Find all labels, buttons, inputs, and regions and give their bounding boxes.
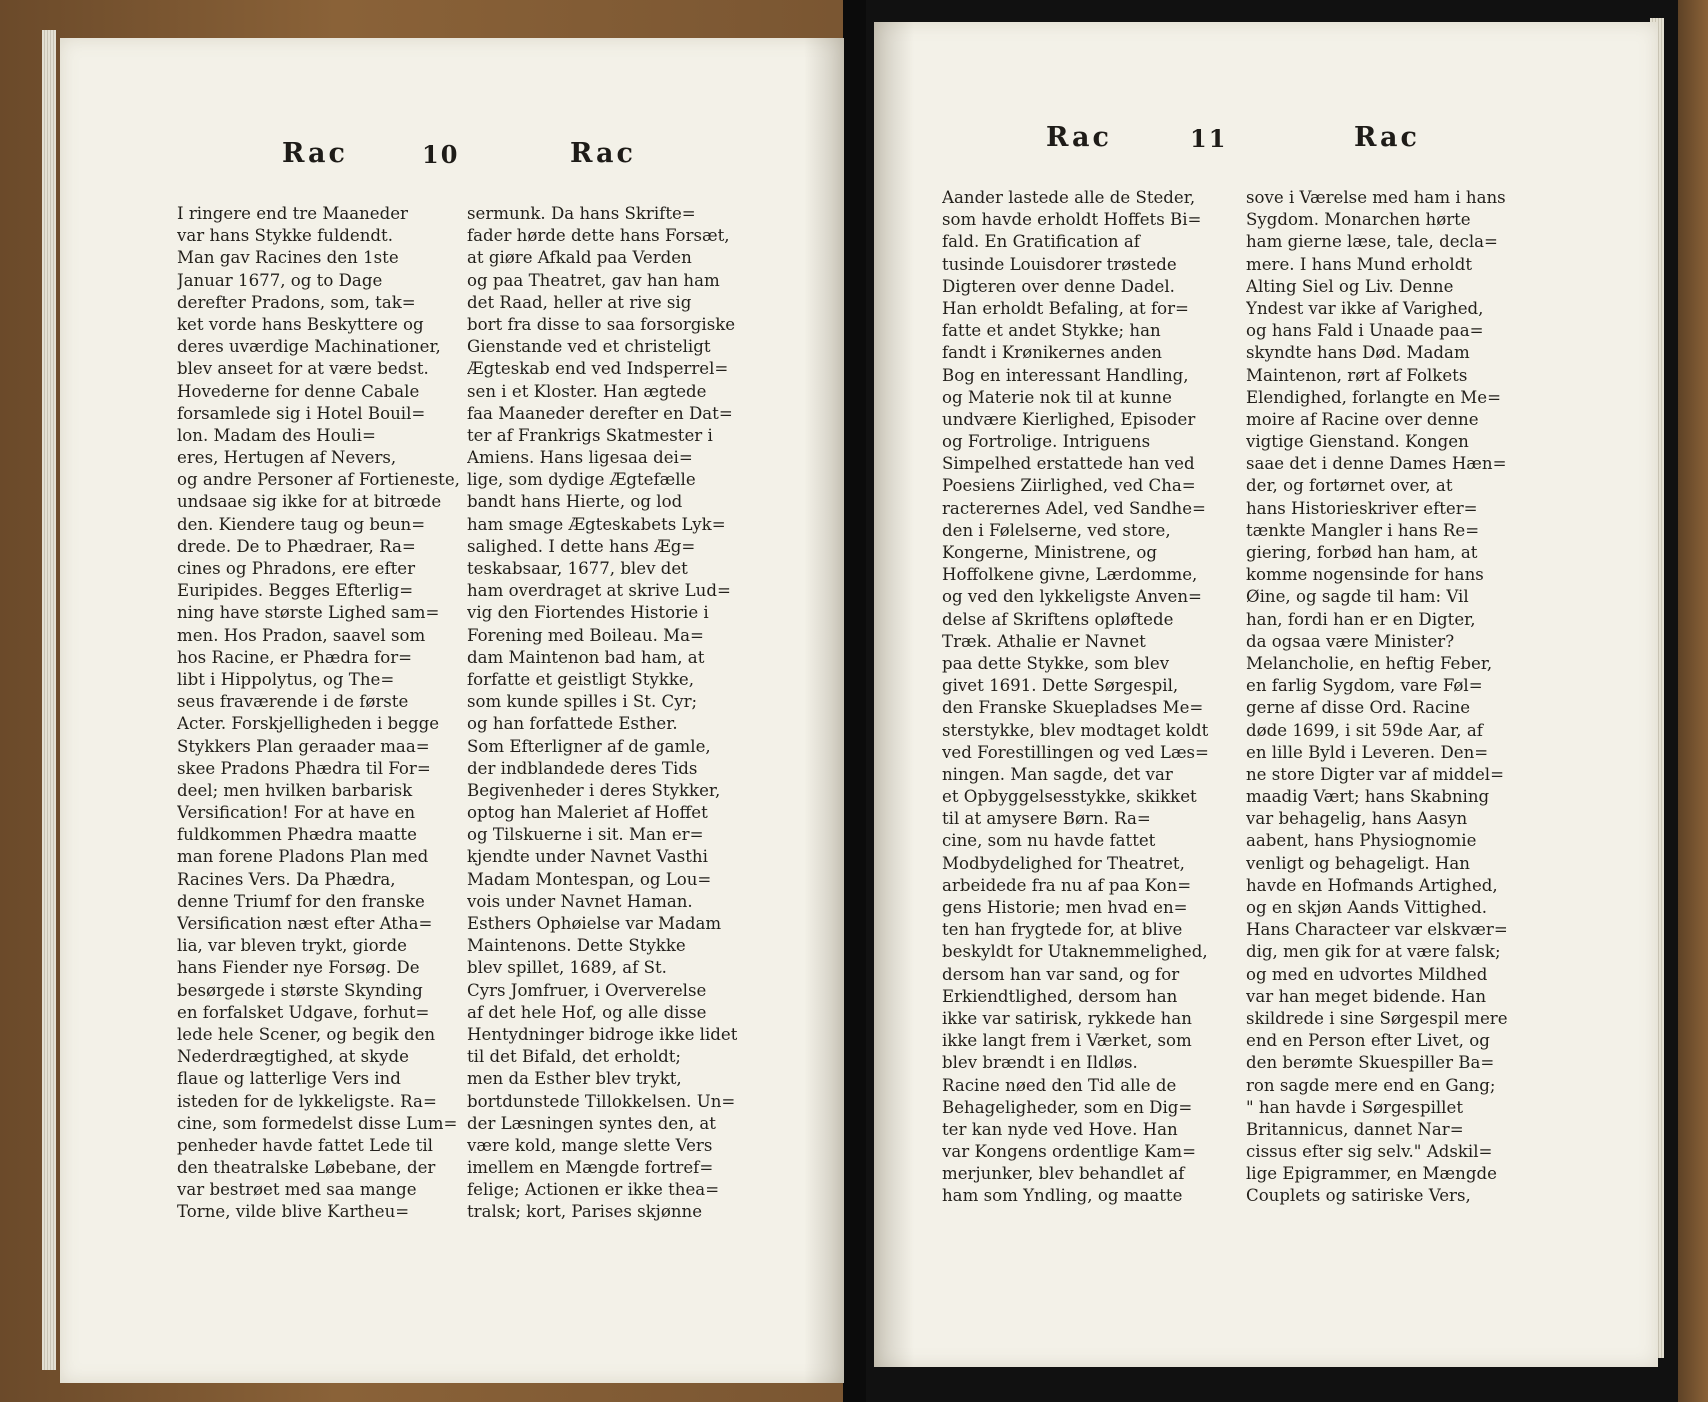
text-line: det Raad, heller at rive sig [467,292,692,312]
text-line: paa dette Stykke, som blev [942,653,1170,673]
text-line: ham overdraget at skrive Lud= [467,581,731,601]
text-line: end en Person efter Livet, og [1246,1031,1490,1051]
text-line: Ægteskab end ved Indsperrel= [467,359,729,379]
page-left [60,38,844,1383]
text-line: dig, men gik for at være falsk; [1246,942,1501,962]
binding-leather-edge [1678,0,1708,1402]
text-line: være kold, mange slette Vers [467,1135,713,1155]
text-line: aabent, hans Physiognomie [1246,831,1477,851]
text-line: gerne af disse Ord. Racine [1246,698,1471,718]
text-line: isteden for de lykkeligste. Ra= [177,1091,437,1111]
text-line: giering, forbød han ham, at [1246,543,1478,562]
text-line: I ringere end tre Maaneder [177,204,408,223]
page-header [874,122,1658,162]
text-line: Forening med Boileau. Ma= [467,625,704,645]
text-line: var bestrøet med saa mange [177,1180,417,1200]
text-line: Poesiens Ziirlighed, ved Cha= [942,476,1196,496]
text-column-2 [1246,187,1508,1208]
text-line: kjendte under Navnet Vasthi [467,847,708,867]
text-line: Nederdrægtighed, at skyde [177,1047,409,1067]
text-line: deres uværdige Machinationer, [177,337,441,357]
text-line: sermunk. Da hans Skrifte= [467,204,696,223]
text-line: Begivenheder i deres Stykker, [467,780,721,800]
text-line: at giøre Afkald paa Verden [467,248,692,268]
text-line: som havde erholdt Hoffets Bi= [942,210,1202,230]
text-line: ikke langt frem i Værket, som [942,1031,1192,1051]
text-line: et Opbyggelsesstykke, skikket [942,787,1197,807]
text-line: vois under Navnet Haman. [467,891,693,911]
text-line: fatte et andet Stykke; han [942,321,1161,341]
text-line: Øine, og sagde til ham: Vil [1246,587,1469,607]
text-line: tralsk; kort, Parises skjønne [467,1202,703,1222]
text-line: fader hørde dette hans Forsæt, [467,226,730,246]
text-line: dam Maintenon bad ham, at [467,647,705,667]
text-line: blev brændt i en Ildløs. [942,1053,1138,1073]
text-line: fald. En Gratification af [942,232,1140,252]
text-line: Behageligheder, som en Dig= [942,1097,1193,1117]
text-line: lon. Madam des Houli= [177,425,376,445]
text-line: Acter. Forskjelligheden i begge [177,714,440,734]
page-number: 10 [422,140,460,169]
running-head-left: Rac [282,138,348,169]
page-right [874,22,1658,1367]
text-column-1 [177,203,460,1224]
text-line: ter kan nyde ved Hove. Han [942,1119,1178,1139]
text-line: Cyrs Jomfruer, i Oververelse [467,980,707,1000]
text-line: men da Esther blev trykt, [467,1069,682,1089]
text-line: lede hele Scener, og begik den [177,1024,436,1044]
text-line: en forfalsket Udgave, forhut= [177,1002,430,1022]
text-line: og andre Personer af Fortieneste, [177,470,460,490]
text-line: Britannicus, dannet Nar= [1246,1119,1464,1139]
gutter-shadow [804,38,844,1383]
text-line: ten han frygtede for, at blive [942,920,1183,940]
text-column-1 [942,187,1209,1208]
text-line: blev anseet for at være bedst. [177,359,429,379]
text-line: bandt hans Hierte, og lod [467,492,683,512]
text-line: man forene Pladons Plan med [177,847,429,867]
text-line: hans Fiender nye Forsøg. De [177,958,420,978]
text-line: tusinde Louisdorer trøstede [942,254,1177,274]
text-line: venligt og behageligt. Han [1246,853,1470,873]
text-line: Elendighed, forlangte en Me= [1246,387,1501,407]
text-line: ham gierne læse, tale, decla= [1246,232,1498,252]
text-line: vig den Fiortendes Historie i [467,603,709,623]
text-line: og Materie nok til at kunne [942,387,1172,407]
text-line: Hovederne for denne Cabale [177,381,420,401]
text-line: maadig Vært; hans Skabning [1246,787,1490,807]
text-line: og Fortrolige. Intriguens [942,432,1151,452]
text-line: og han forfattede Esther. [467,714,678,734]
text-line: en farlig Sygdom, vare Føl= [1246,676,1483,696]
text-line: felige; Actionen er ikke thea= [467,1180,720,1200]
text-line: skee Pradons Phædra til For= [177,758,431,778]
text-line: han, fordi han er en Digter, [1246,609,1476,629]
text-line: Man gav Racines den 1ste [177,248,399,268]
text-line: Som Efterligner af de gamle, [467,736,711,756]
text-line: ron sagde mere end en Gang; [1246,1075,1496,1095]
text-line: fuldkommen Phædra maatte [177,825,417,845]
text-line: Yndest var ikke af Varighed, [1246,298,1484,318]
text-line: vigtige Gienstand. Kongen [1246,432,1469,452]
text-line: gens Historie; men hvad en= [942,898,1188,917]
text-line: den. Kiendere taug og beun= [177,514,426,534]
text-line: men. Hos Pradon, saavel som [177,625,426,645]
text-line: sove i Værelse med ham i hans [1246,188,1506,207]
text-line: hans Historieskriver efter= [1246,498,1478,518]
text-line: den i Følelserne, ved store, [942,520,1171,540]
text-line: bort fra disse to saa forsorgiske [467,314,736,334]
text-line: racterernes Adel, ved Sandhe= [942,498,1206,518]
text-line: optog han Maleriet af Hoffet [467,803,708,823]
text-line: skyndte hans Død. Madam [1246,343,1470,363]
text-line: cines og Phradons, ere efter [177,559,416,578]
text-line: teskabsaar, 1677, blev det [467,559,688,578]
text-line: der, og fortørnet over, at [1246,476,1453,496]
text-line: og ved den lykkeligste Anven= [942,587,1202,607]
text-line: Versification! For at have en [177,803,416,823]
text-line: Simpelhed erstattede han ved [942,454,1195,474]
text-line: delse af Skriftens opløftede [942,609,1174,629]
text-line: tænkte Mangler i hans Re= [1246,520,1480,540]
text-line: var Kongens ordentlige Kam= [942,1142,1197,1162]
text-line: moire af Racine over denne [1246,409,1479,429]
text-line: Amiens. Hans ligesaa dei= [467,448,693,468]
text-line: som kunde spilles i St. Cyr; [467,692,698,712]
text-line: seus fraværende i de første [177,692,409,712]
gutter-shadow [874,22,914,1367]
text-line: faa Maaneder derefter en Dat= [467,403,733,423]
text-line: Januar 1677, og to Dage [177,270,383,290]
text-line: var behagelig, hans Aasyn [1246,809,1468,829]
text-line: ham som Yndling, og maatte [942,1186,1183,1206]
text-line: eres, Hertugen af Nevers, [177,448,397,468]
running-head-right: Rac [1354,122,1420,153]
text-line: cine, som formedelst disse Lum= [177,1113,458,1133]
text-line: arbeidede fra nu af paa Kon= [942,875,1192,895]
text-line: undsaae sig ikke for at bitrœde [177,492,442,512]
text-line: Træk. Athalie er Navnet [942,631,1146,651]
text-line: Maintenons. Dette Stykke [467,936,686,956]
text-line: der Læsningen syntes den, at [467,1113,716,1133]
text-line: drede. De to Phædraer, Ra= [177,536,416,556]
text-line: ning have største Lighed sam= [177,603,440,623]
text-line: og Tilskuerne i sit. Man er= [467,825,704,845]
text-line: Han erholdt Befaling, at for= [942,298,1189,318]
text-line: en lille Byld i Leveren. Den= [1246,742,1489,762]
text-line: komme nogensinde for hans [1246,565,1484,585]
text-line: lia, var bleven trykt, giorde [177,936,407,956]
text-line: lige, som dydige Ægtefælle [467,470,696,490]
text-line: denne Triumf for den franske [177,891,425,911]
text-line: sterstykke, blev modtaget koldt [942,720,1209,740]
text-line: Modbydelighed for Theatret, [942,853,1185,873]
text-line: bortdunstede Tillokkelsen. Un= [467,1091,736,1111]
text-line: Kongerne, Ministrene, og [942,543,1157,562]
text-line: libt i Hippolytus, og The= [177,669,395,689]
text-line: Sygdom. Monarchen hørte [1246,210,1471,230]
text-line: undvære Kierlighed, Episoder [942,409,1196,429]
text-line: Torne, vilde blive Kartheu= [177,1202,410,1222]
text-line: Maintenon, rørt af Folkets [1246,365,1468,385]
text-line: forsamlede sig i Hotel Bouil= [177,403,426,423]
text-line: Hans Characteer var elskvær= [1246,920,1508,940]
text-line: ved Forestillingen og ved Læs= [942,742,1209,762]
text-line: deel; men hvilken barbarisk [177,780,413,800]
text-line: havde en Hofmands Artighed, [1246,875,1498,895]
text-line: var hans Stykke fuldendt. [177,226,393,246]
text-line: Digteren over denne Dadel. [942,276,1175,296]
text-line: Bog en interessant Handling, [942,365,1189,385]
text-line: skildrede i sine Sørgespil mere [1246,1008,1508,1028]
text-line: mere. I hans Mund erholdt [1246,254,1473,274]
text-line: Alting Siel og Liv. Denne [1246,276,1454,296]
text-line: Racine nøed den Tid alle de [942,1075,1177,1095]
text-line: fandt i Krønikernes anden [942,343,1162,363]
text-line: Esthers Ophøielse var Madam [467,914,722,933]
text-line: og hans Fald i Unaade paa= [1246,321,1484,341]
page-edges-left [42,30,56,1370]
text-line: beskyldt for Utaknemmelighed, [942,942,1208,962]
running-head-right: Rac [570,138,636,169]
text-line: af det hele Hof, og alle disse [467,1002,707,1022]
text-line: " han havde i Sørgespillet [1246,1097,1463,1117]
text-line: hos Racine, er Phædra for= [177,647,413,667]
text-line: Melancholie, en heftig Feber, [1246,653,1493,673]
text-line: ikke var satirisk, rykkede han [942,1008,1192,1028]
text-line: salighed. I dette hans Æg= [467,536,696,556]
text-line: penheder havde fattet Lede til [177,1135,433,1155]
text-line: saae det i denne Dames Hæn= [1246,454,1507,474]
text-line: og med en udvortes Mildhed [1246,964,1488,984]
text-line: og en skjøn Aands Vittighed. [1246,898,1487,917]
text-line: og paa Theatret, gav han ham [467,270,720,290]
text-line: var han meget bidende. Han [1246,986,1487,1006]
text-line: Versification næst efter Atha= [177,914,433,933]
text-line: sen i et Kloster. Han ægtede [467,381,707,401]
text-line: ningen. Man sagde, det var [942,764,1173,784]
text-line: Stykkers Plan geraader maa= [177,736,430,756]
text-line: flaue og latterlige Vers ind [177,1069,401,1089]
page-number: 11 [1190,124,1228,153]
text-line: Gienstande ved et christeligt [467,337,711,357]
text-line: cissus efter sig selv." Adskil= [1246,1142,1493,1162]
text-line: den theatralske Løbebane, der [177,1158,436,1178]
text-line: Aander lastede alle de Steder, [942,188,1196,207]
text-line: dersom han var sand, og for [942,964,1180,984]
text-line: imellem en Mængde fortref= [467,1158,714,1178]
running-head-left: Rac [1046,122,1112,153]
text-column-2 [467,203,737,1224]
text-line: Hentydninger bidroge ikke lidet [467,1024,738,1044]
text-line: den berømte Skuespiller Ba= [1246,1053,1495,1073]
text-line: til at amysere Børn. Ra= [942,809,1151,829]
text-line: Erkiendtlighed, dersom han [942,986,1178,1006]
text-line: ter af Frankrigs Skatmester i [467,425,713,445]
text-line: Racines Vers. Da Phædra, [177,869,396,889]
text-line: givet 1691. Dette Sørgespil, [942,676,1179,696]
text-line: cine, som nu havde fattet [942,831,1156,851]
text-line: Couplets og satiriske Vers, [1246,1186,1471,1206]
text-line: blev spillet, 1689, af St. [467,958,667,978]
text-line: døde 1699, i sit 59de Aar, af [1246,720,1483,740]
text-line: Hoffolkene givne, Lærdomme, [942,565,1198,585]
text-line: den Franske Skuepladses Me= [942,698,1204,718]
text-line: ham smage Ægteskabets Lyk= [467,514,726,534]
text-line: Euripides. Begges Efterlig= [177,581,414,601]
page-header [60,138,844,178]
text-line: ne store Digter var af middel= [1246,764,1505,784]
text-line: lige Epigrammer, en Mængde [1246,1164,1497,1184]
text-line: Madam Montespan, og Lou= [467,869,712,889]
text-line: merjunker, blev behandlet af [942,1164,1185,1184]
text-line: ket vorde hans Beskyttere og [177,314,424,334]
text-line: forfatte et geistligt Stykke, [467,669,695,689]
text-line: der indblandede deres Tids [467,758,698,778]
text-line: til det Bifald, det erholdt; [467,1047,681,1067]
text-line: besørgede i største Skynding [177,980,423,1000]
text-line: derefter Pradons, som, tak= [177,292,416,312]
text-line: da ogsaa være Minister? [1246,631,1455,651]
